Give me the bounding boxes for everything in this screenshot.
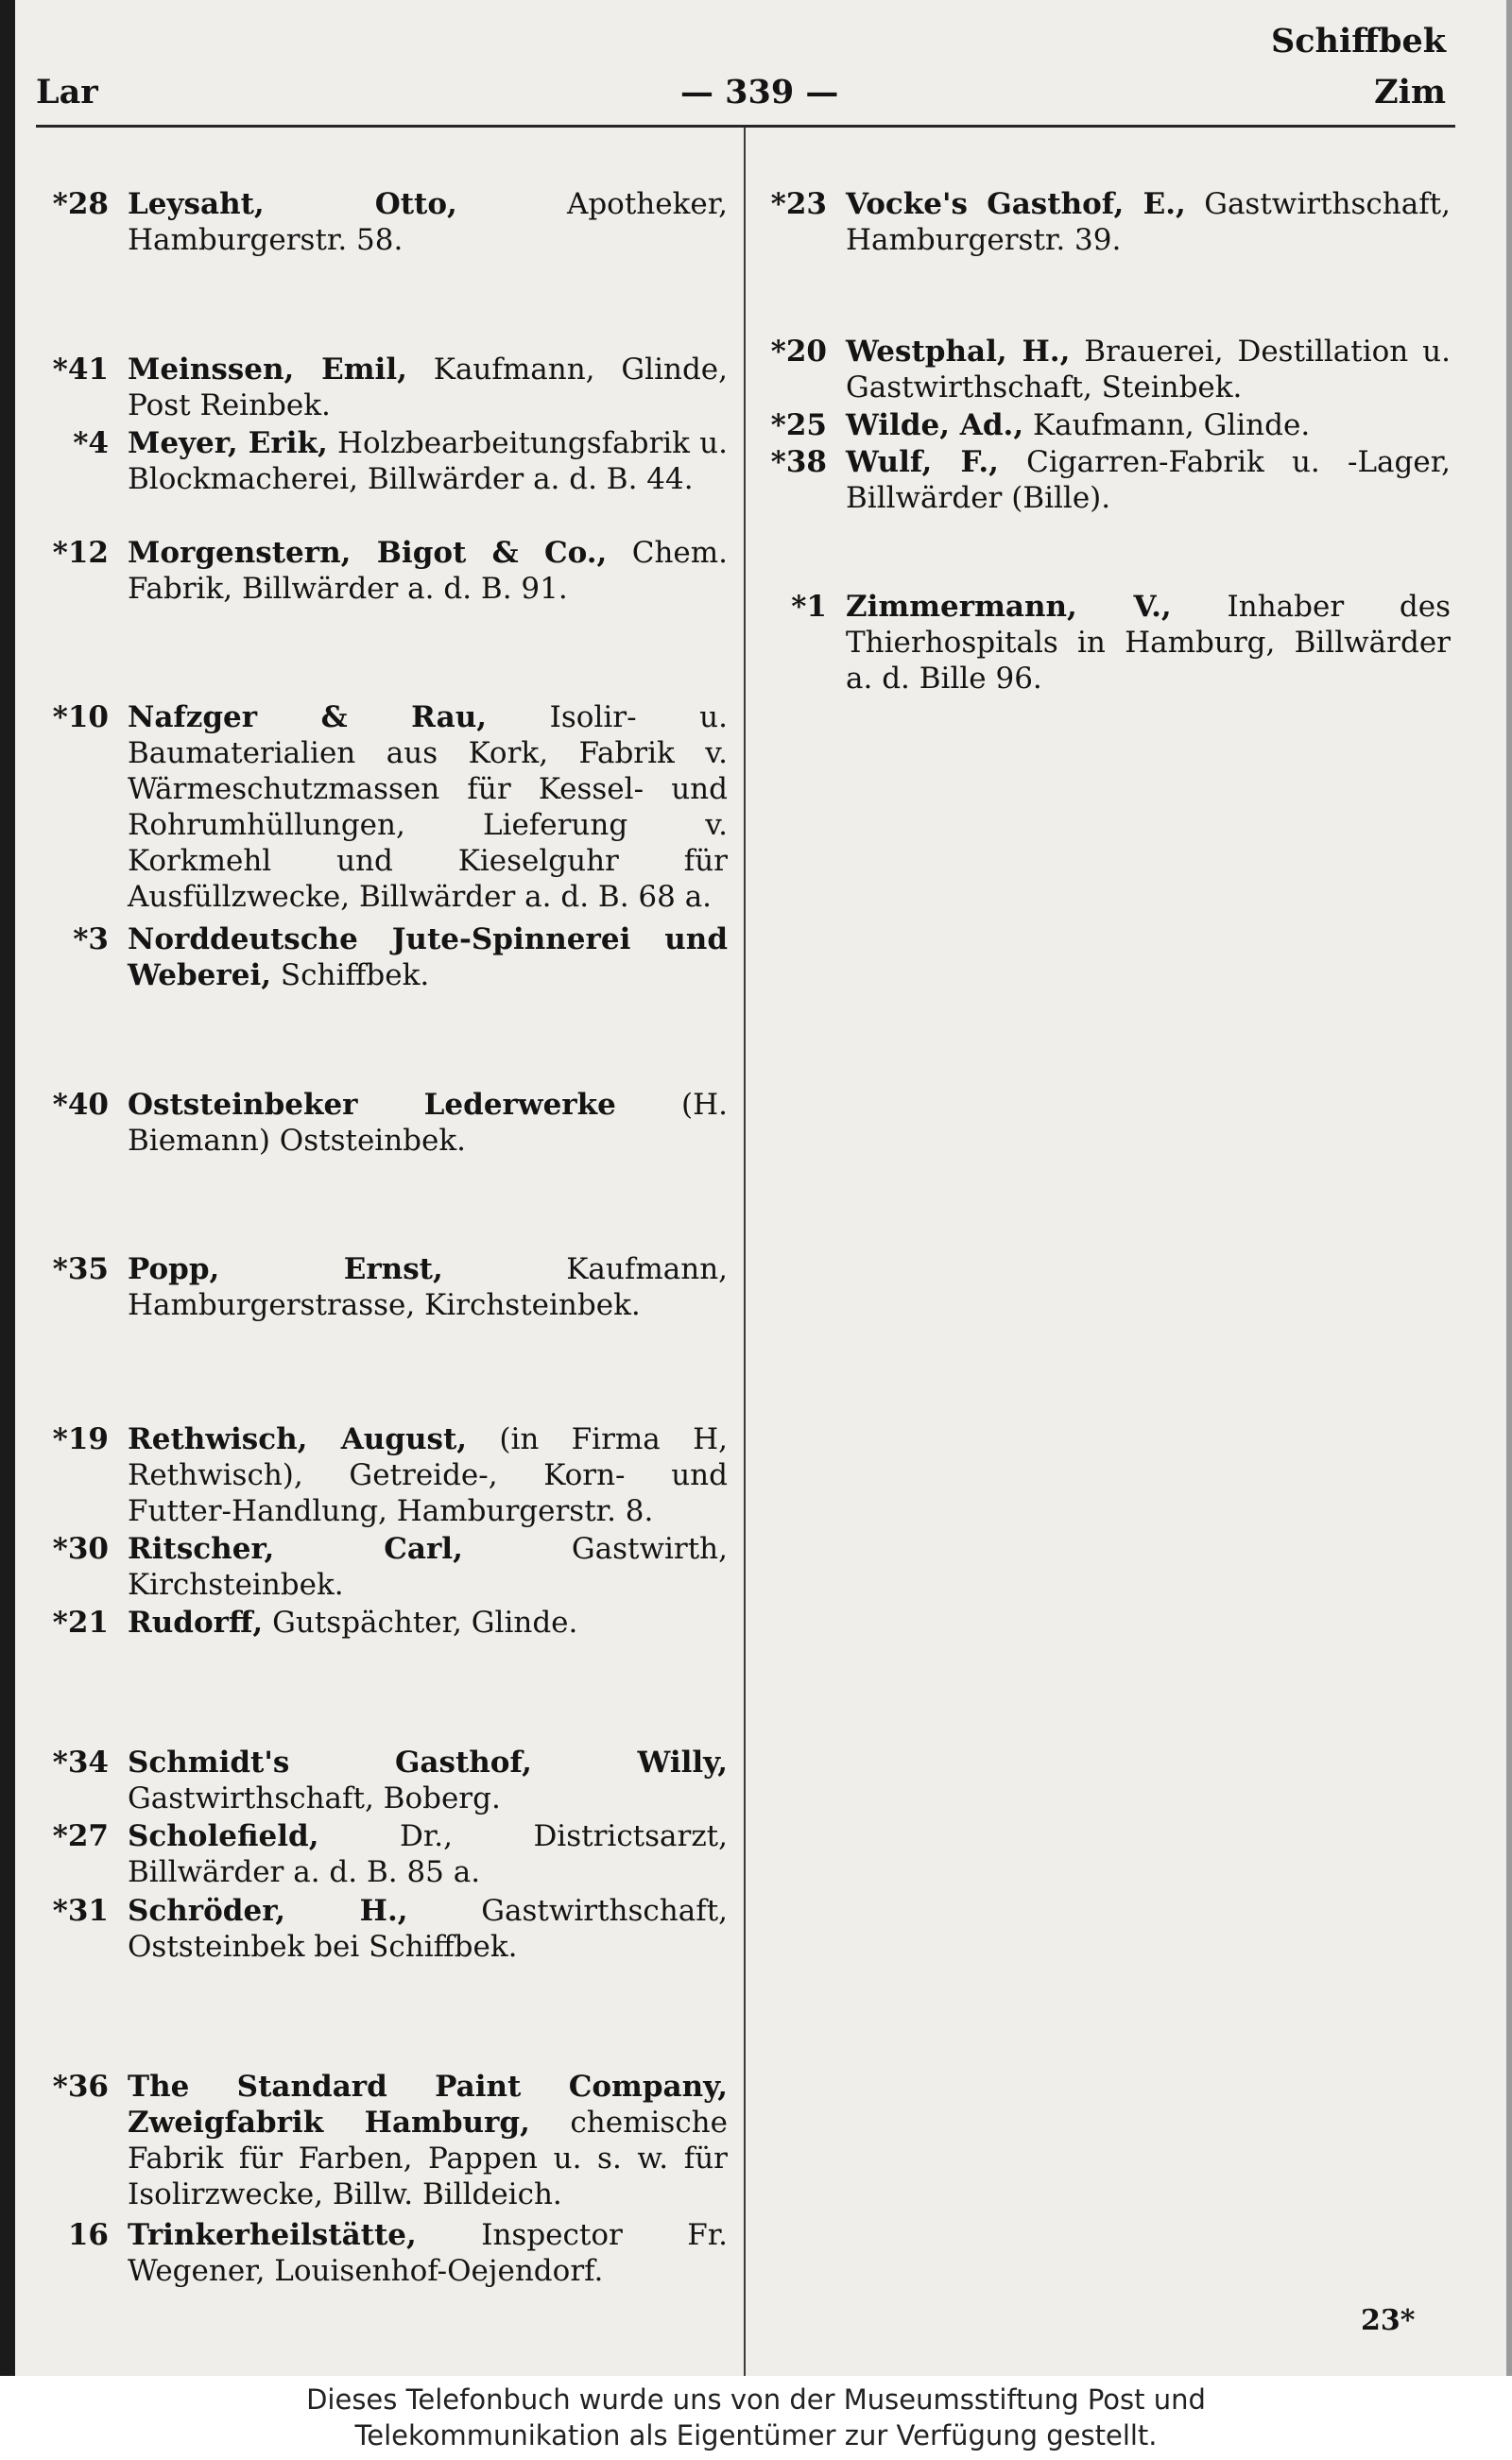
entry-name: Trinkerheilstätte, [128, 2218, 417, 2252]
entry-description: Gastwirthschaft, Hamburgerstr. 39. [846, 187, 1451, 257]
entry-number: *25 [770, 408, 827, 442]
entry-name: Leysaht, Otto, [128, 187, 457, 221]
directory-entry [38, 1087, 728, 1159]
directory-entry [756, 444, 1451, 516]
entry-description: chemische Fabrik für Farben, Pappen u. s. w. für Isolirzwecke, Billw. Billdeich. [128, 2106, 728, 2211]
entry-number: *30 [52, 1532, 109, 1566]
directory-entry [756, 186, 1451, 258]
entry-description: Kaufmann, Glinde, Post Reinbek. [128, 353, 728, 422]
entry-number: *10 [52, 700, 109, 734]
entry-number: *27 [52, 1819, 109, 1853]
entry-name: Norddeutsche Jute-Spinnerei und Weberei, [128, 922, 728, 992]
entry-number: *21 [52, 1606, 109, 1640]
directory-entry [38, 2217, 728, 2289]
entry-description: Inhaber des Thierhospitals in Hamburg, Billwärder a. d. Bille 96. [846, 590, 1451, 696]
entry-description: Cigarren-Fabrik u. -Lager, Billwärder (Bille). [846, 445, 1451, 515]
entry-number: *1 [791, 590, 827, 624]
directory-entry [38, 1421, 728, 1529]
entry-name: Scholefield, [128, 1819, 319, 1853]
header-place-name: Schiffbek [1270, 22, 1446, 60]
entry-number: *40 [52, 1088, 109, 1122]
directory-entry [38, 2069, 728, 2212]
entry-name: Schmidt's Gasthof, Willy, [128, 1746, 728, 1780]
footer-notice [0, 2376, 1512, 2460]
entry-number: *23 [770, 187, 827, 221]
entry-name: Rethwisch, August, [128, 1422, 468, 1456]
entry-description: Apotheker, Hamburgerstr. 58. [128, 187, 728, 257]
entry-description: Gastwirthschaft, Boberg. [128, 1781, 501, 1815]
entry-name: Meinssen, Emil, [128, 353, 407, 387]
entry-number: *3 [73, 922, 109, 956]
page-number: — 339 — [680, 73, 839, 112]
directory-entry [38, 186, 728, 258]
directory-entry [38, 921, 728, 993]
entry-name: Meyer, Erik, [128, 426, 328, 460]
entry-name: Westphal, H., [846, 335, 1071, 369]
entry-description: Schiffbek. [280, 958, 430, 992]
header-range-start: Lar [36, 73, 98, 112]
entry-description: Inspector Fr. Wegener, Louisenhof-Oejendorf. [128, 2218, 728, 2288]
entry-number: *38 [770, 445, 827, 479]
entry-name: Ritscher, Carl, [128, 1532, 463, 1566]
entry-description: Kaufmann, Hamburgerstrasse, Kirchsteinbek. [128, 1252, 729, 1322]
directory-entry [38, 1818, 728, 1890]
sheet-signature: 23* [1361, 2304, 1416, 2337]
entry-description: Chem. Fabrik, Billwärder a. d. B. 91. [128, 536, 729, 606]
directory-entry [756, 334, 1451, 405]
entry-description: (in Firma H, Rethwisch), Getreide-, Korn- und Futter-Handlung, Hamburgerstr. 8. [128, 1422, 728, 1528]
entry-number: 16 [67, 2218, 109, 2252]
header-range-end: Zim [1374, 73, 1446, 112]
footer-line: Telekommunikation als Eigentümer zur Verfügung gestellt. [354, 2419, 1158, 2451]
entry-number: *20 [770, 335, 827, 369]
header-rule [36, 125, 1455, 128]
directory-entry [38, 425, 728, 497]
footer-line: Dieses Telefonbuch wurde uns von der Museumsstiftung Post und [306, 2383, 1206, 2416]
entry-description: Gastwirthschaft, Oststeinbek bei Schiffbek. [128, 1894, 729, 1964]
entry-name: Oststeinbeker Lederwerke [128, 1088, 616, 1122]
entry-number: *35 [52, 1252, 109, 1286]
directory-entry [38, 699, 728, 915]
directory-entry [38, 1531, 728, 1603]
entry-number: *19 [52, 1422, 109, 1456]
entry-name: Wulf, F., [846, 445, 999, 479]
entry-number: *36 [52, 2070, 109, 2104]
entry-description: Kaufmann, Glinde. [1032, 408, 1311, 442]
entry-description: Brauerei, Destillation u. Gastwirthschaft, Steinbek. [846, 335, 1451, 404]
entry-description: Dr., Districtsarzt, Billwärder a. d. B. 85 a. [128, 1819, 728, 1889]
directory-entry [38, 535, 728, 607]
scan-edge-right [1506, 0, 1512, 2376]
entry-name: Morgenstern, Bigot & Co., [128, 536, 608, 570]
entry-name: The Standard Paint Company, Zweigfabrik Hamburg, [128, 2070, 728, 2140]
entry-number: *4 [73, 426, 109, 460]
directory-entry [38, 1893, 728, 1965]
entry-description: Holzbearbeitungsfabrik u. Blockmacherei, Billwärder a. d. B. 44. [128, 426, 728, 496]
entry-number: *12 [52, 536, 109, 570]
entry-name: Schröder, H., [128, 1894, 408, 1928]
entry-name: Rudorff, [128, 1606, 264, 1640]
directory-entry [38, 1745, 728, 1816]
entry-description: (H. Biemann) Oststeinbek. [128, 1088, 728, 1158]
entry-name: Zimmermann, V., [846, 590, 1172, 624]
directory-entry [756, 589, 1451, 697]
entry-number: *31 [52, 1894, 109, 1928]
directory-entry [38, 352, 728, 423]
column-divider [744, 128, 746, 2376]
scan-edge-left [0, 0, 15, 2376]
directory-entry [38, 1605, 728, 1641]
entry-name: Popp, Ernst, [128, 1252, 443, 1286]
entry-description: Isolir- u. Baumaterialien aus Kork, Fabrik v. Wärmeschutzmassen für Kessel- und Rohrumhüllungen, Lieferung v. Korkmehl und Kieselguhr für Ausfüllzwecke, Billwärder a. d. B. 68 a. [128, 700, 728, 914]
entry-description: Gutspächter, Glinde. [272, 1606, 578, 1640]
entry-description: Gastwirth, Kirchsteinbek. [128, 1532, 728, 1602]
entry-name: Wilde, Ad., [846, 408, 1024, 442]
entry-number: *34 [52, 1746, 109, 1780]
entry-number: *41 [52, 353, 109, 387]
directory-entry [38, 1251, 728, 1323]
entry-name: Nafzger & Rau, [128, 700, 488, 734]
entry-name: Vocke's Gasthof, E., [846, 187, 1186, 221]
directory-entry [756, 407, 1451, 443]
entry-number: *28 [52, 187, 109, 221]
